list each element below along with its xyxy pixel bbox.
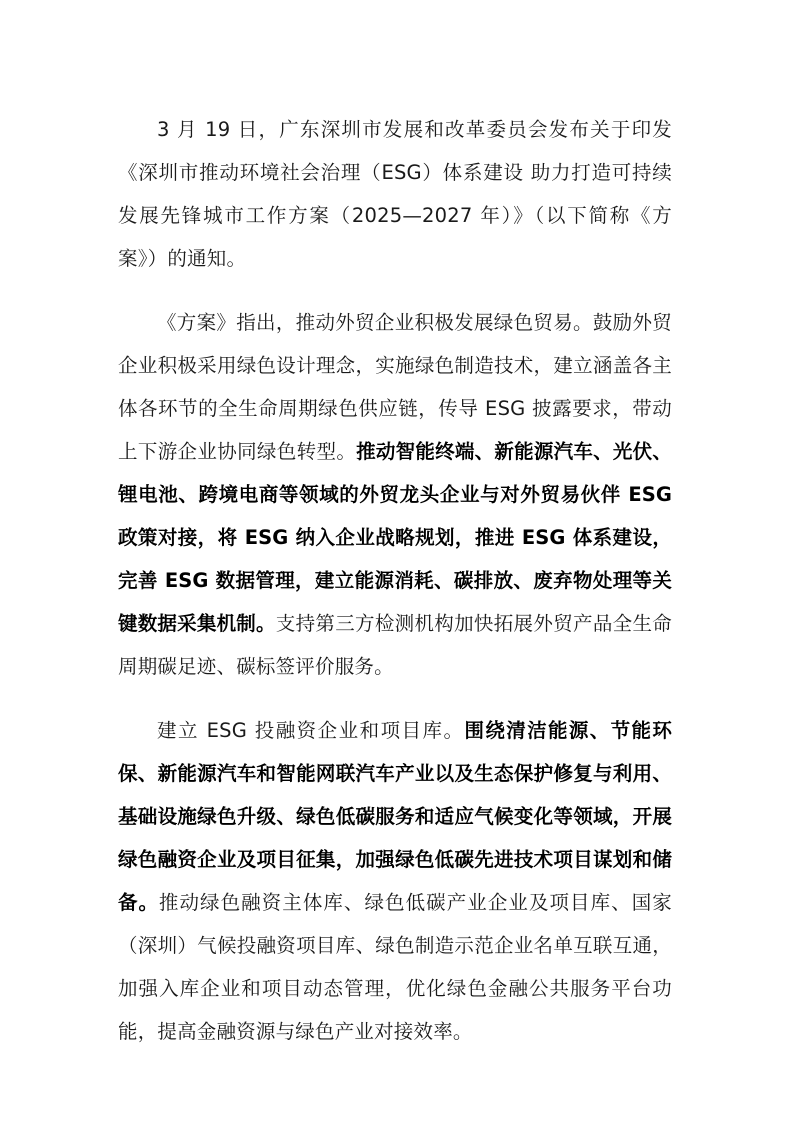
text-run: 《方案》指出，推动外贸企业积极发展绿色贸易。鼓励外贸企业积极采用绿色设计理念，实施绿色制造技术，建立涵盖各主体各环节的全生命周期绿色供应链，传导 ESG 披露要求，带动上下游企业协同绿色转型。: [118, 311, 672, 463]
text-run: 3 月 19 日，广东深圳市发展和改革委员会发布关于印发《深圳市推动环境社会治理（ESG）体系建设 助力打造可持续发展先锋城市工作方案（2025—2027 年）》（以下简称《方案》）的通知。: [118, 118, 672, 270]
text-run: 建立 ESG 投融资企业和项目库。: [157, 719, 465, 742]
paragraph-1: [118, 108, 672, 280]
bold-text-run: 推动智能终端、新能源汽车、光伏、锂电池、跨境电商等领域的外贸龙头企业与对外贸易伙伴 ESG 政策对接，将 ESG 纳入企业战略规划，推进 ESG 体系建设，完善 ESG 数据管理，建立能源消耗、碳排放、废弃物处理等关键数据采集机制。: [118, 440, 672, 635]
text-run: 推动绿色融资主体库、绿色低碳产业企业及项目库、国家（深圳）气候投融资项目库、绿色制造示范企业名单互联互通，加强入库企业和项目动态管理，优化绿色金融公共服务平台功能，提高金融资源与绿色产业对接效率。: [118, 891, 672, 1043]
document-body: [118, 108, 672, 1053]
text-run: 支持第三方检测机构加快拓展外贸产品全生命周期碳足迹、碳标签评价服务。: [118, 612, 672, 678]
bold-text-run: 围绕清洁能源、节能环保、新能源汽车和智能网联汽车产业以及生态保护修复与利用、基础设施绿色升级、绿色低碳服务和适应气候变化等领域，开展绿色融资企业及项目征集，加强绿色低碳先进技术项目谋划和储备。: [118, 719, 672, 914]
paragraph-3: [118, 709, 672, 1053]
paragraph-2: [118, 301, 672, 688]
